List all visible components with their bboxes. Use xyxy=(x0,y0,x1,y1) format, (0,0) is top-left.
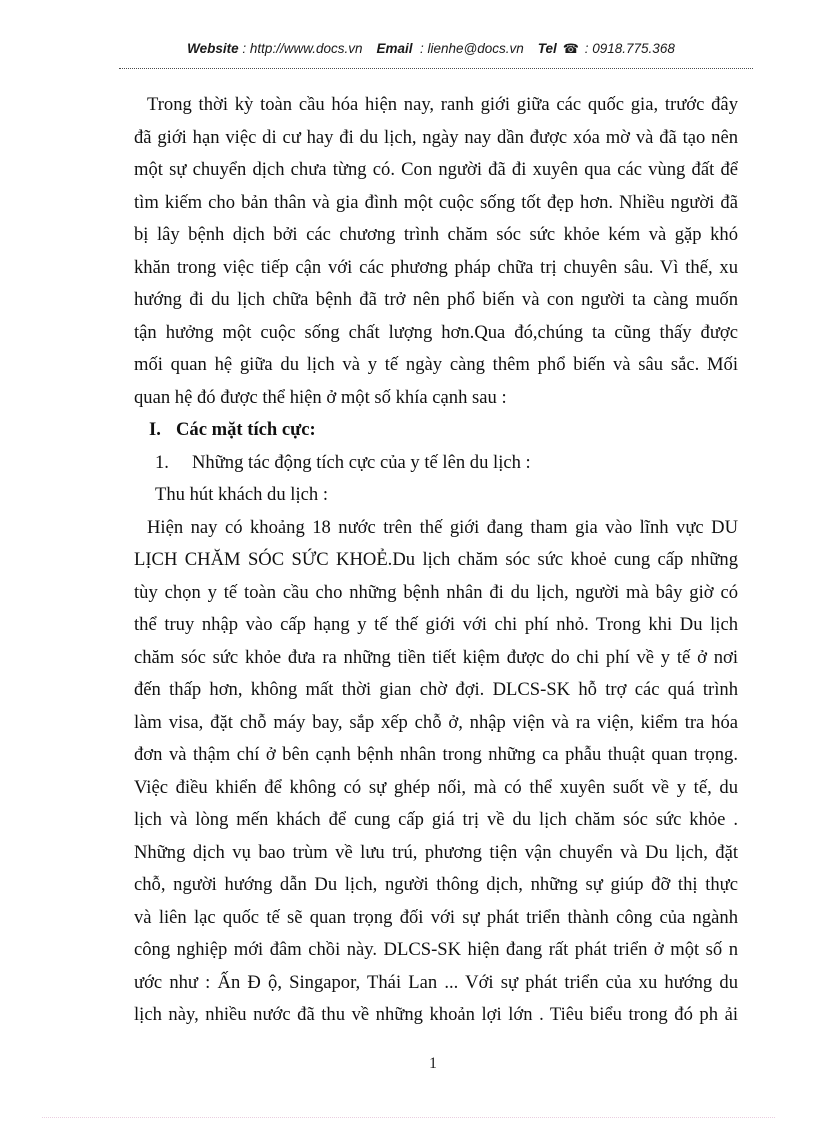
text-line: hướng đi du lịch chữa bệnh đã trở nên phổ biến và con người ta càng muốn xyxy=(134,289,738,310)
heading-text: Các mặt tích cực: xyxy=(176,419,316,440)
text-line: mối quan hệ giữa du lịch và y tế ngày càng thêm phổ biến và sâu sắc. Mối xyxy=(134,354,738,375)
text-line: đã giới hạn việc di cư hay đi du lịch, ngày nay dần được xóa mờ và đã tạo nên xyxy=(134,126,738,148)
website-value: : http://www.docs.vn xyxy=(238,41,363,56)
header-divider xyxy=(119,68,753,69)
text-line: tùy chọn y tế toàn cầu cho những bệnh nhân đi du lịch, người mà bây giờ có xyxy=(134,581,738,603)
list-number: 1. xyxy=(155,451,169,473)
email-value: : lienhe@docs.vn xyxy=(412,41,524,56)
email-label: Email xyxy=(376,41,413,56)
text-line: đến thấp hơn, không mất thời gian chờ đợi. DLCS-SK hỗ trợ các quá trình xyxy=(134,679,738,700)
text-line: đơn và thậm chí ở bên cạnh bệnh nhân trong những ca phẫu thuật quan trọng. xyxy=(134,744,738,765)
text-line: chăm sóc sức khỏe đưa ra những tiền tiết kiệm được do chi phí về y tế ở nơi xyxy=(134,646,738,668)
text-line: một sự chuyển dịch chưa từng có. Con người đã đi xuyên qua các vùng đất để xyxy=(134,159,738,180)
text-line: khăn trong việc tiếp cận với các phương pháp chữa trị chuyên sâu. Vì thế, xu xyxy=(134,256,738,278)
text-line: LỊCH CHĂM SÓC SỨC KHOẺ.Du lịch chăm sóc sức khoẻ cung cấp những xyxy=(134,549,738,570)
text-line: và liên lạc quốc tế sẽ quan trọng đối với sự phát triển thành công của ngành xyxy=(134,906,738,928)
document-body xyxy=(134,89,738,1032)
text-line: Việc điều khiển để không có sự ghép nối, mà có thể xuyên suốt về y tế, du xyxy=(134,776,738,798)
text-line: tận hưởng một cuộc sống chất lượng hơn.Qua đó,chúng ta cũng thấy được xyxy=(134,321,738,343)
text-line: bị lây bệnh dịch bởi các chương trình chăm sóc sức khỏe kém và gặp khó xyxy=(134,224,738,245)
tel-value: : 0918.775.368 xyxy=(581,41,675,56)
text-line: làm visa, đặt chỗ máy bay, sắp xếp chỗ ở, nhập viện và ra viện, kiểm tra hóa xyxy=(134,711,738,733)
heading-text: Thu hút khách du lịch : xyxy=(155,484,328,505)
text-line xyxy=(134,479,738,512)
website-label: Website xyxy=(187,41,239,56)
section-heading xyxy=(134,414,738,447)
footer-divider xyxy=(42,1117,775,1118)
text-line: Trong thời kỳ toàn cầu hóa hiện nay, ranh giới giữa các quốc gia, trước đây xyxy=(147,94,738,115)
tel-label: Tel xyxy=(537,41,557,56)
text-line: lịch và lòng mến khách để cung cấp giá trị về du lịch chăm sóc sức khỏe . xyxy=(134,809,738,830)
text-line: ước như : Ấn Đ ộ, Singapor, Thái Lan ... Với sự phát triển của xu hướng du xyxy=(134,971,738,993)
page-number: 1 xyxy=(429,1055,437,1072)
text-line: thể truy nhập vào cấp hạng y tế thế giới với chi phí nhỏ. Trong khi Du lịch xyxy=(134,614,738,635)
heading-text: Những tác động tích cực của y tế lên du lịch : xyxy=(192,451,531,473)
text-line: lịch này, nhiều nước đã thu về những khoản lợi lớn . Tiêu biểu trong đó ph ải xyxy=(134,1004,738,1025)
text-line: Những dịch vụ bao trùm về lưu trú, phương tiện vận chuyển và Du lịch, đặt xyxy=(134,841,738,863)
text-line: tìm kiếm cho bản thân và gia đình một cuộc sống tốt đẹp hơn. Nhiều người đã xyxy=(134,191,738,213)
text-line: quan hệ đó được thể hiện ở một số khía cạnh sau : xyxy=(134,386,507,408)
list-number: I. xyxy=(149,419,161,440)
page-header xyxy=(0,41,816,57)
text-line: chỗ, người hướng dẫn Du lịch, người thông dịch, những sự giúp đỡ thị thực xyxy=(134,874,738,895)
phone-icon: ☎ xyxy=(562,41,579,56)
text-line: công nghiệp mới đâm chồi này. DLCS-SK hiện đang rất phát triển ở một số n xyxy=(134,939,738,960)
subsection-heading xyxy=(134,447,738,480)
text-line: Hiện nay có khoảng 18 nước trên thế giới đang tham gia vào lĩnh vực DU xyxy=(147,516,738,538)
